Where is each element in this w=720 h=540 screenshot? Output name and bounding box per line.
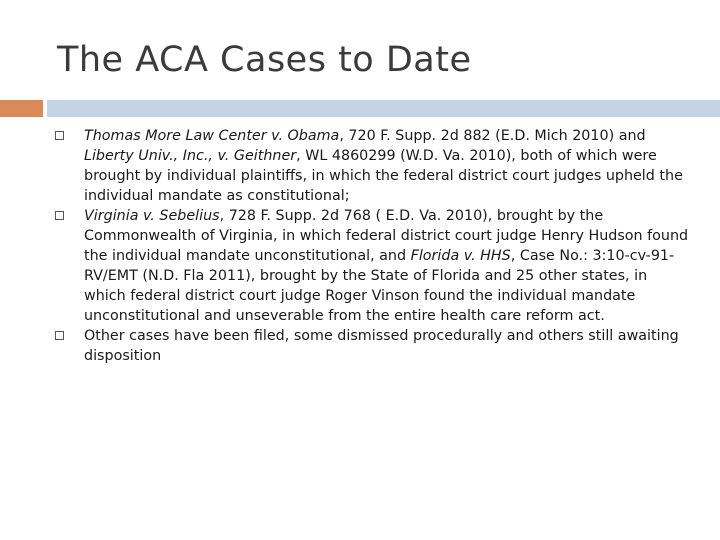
case-name: Liberty Univ., Inc., v. Geithner	[84, 148, 297, 164]
square-bullet-icon	[55, 131, 64, 140]
bullet-item-3	[52, 326, 692, 366]
square-bullet-icon	[55, 211, 64, 220]
title-underline-band	[0, 100, 720, 117]
bullet-text: , Case No.: 3:10-cv-91-RV/EMT (N.D. Fla 2011), brought by the State of Florida and 25 other states, in which federal district court judge Roger Vinson found the individual mandate unconstitutional and unseverable from the entire health care reform act.	[84, 248, 675, 324]
bullet-text: Other cases have been filed, some dismissed procedurally and others still awaiting disposition	[84, 328, 679, 364]
slide-title: The ACA Cases to Date	[57, 40, 472, 80]
bullet-item-1	[52, 126, 692, 206]
case-name: Thomas More Law Center v. Obama	[84, 128, 340, 144]
band-accent-block	[0, 100, 43, 117]
bullet-list	[52, 126, 692, 366]
band-main-bar	[47, 100, 720, 117]
square-bullet-icon	[55, 331, 64, 340]
bullet-text: , 720 F. Supp. 2d 882 (E.D. Mich 2010) and	[339, 128, 646, 144]
bullet-item-2	[52, 206, 692, 326]
case-name: Virginia v. Sebelius	[84, 208, 220, 224]
case-name: Florida v. HHS	[410, 248, 511, 264]
bullet-text: , WL 4860299 (W.D. Va. 2010), both of which were brought by individual plaintiffs, in which the federal district court judges upheld the individual mandate as constitutional;	[84, 148, 683, 204]
bullet-text: , 728 F. Supp. 2d 768 ( E.D. Va. 2010), brought by the Commonwealth of Virginia, in which federal district court judge Henry Hudson found the individual mandate unconstitutional, and	[84, 208, 689, 264]
